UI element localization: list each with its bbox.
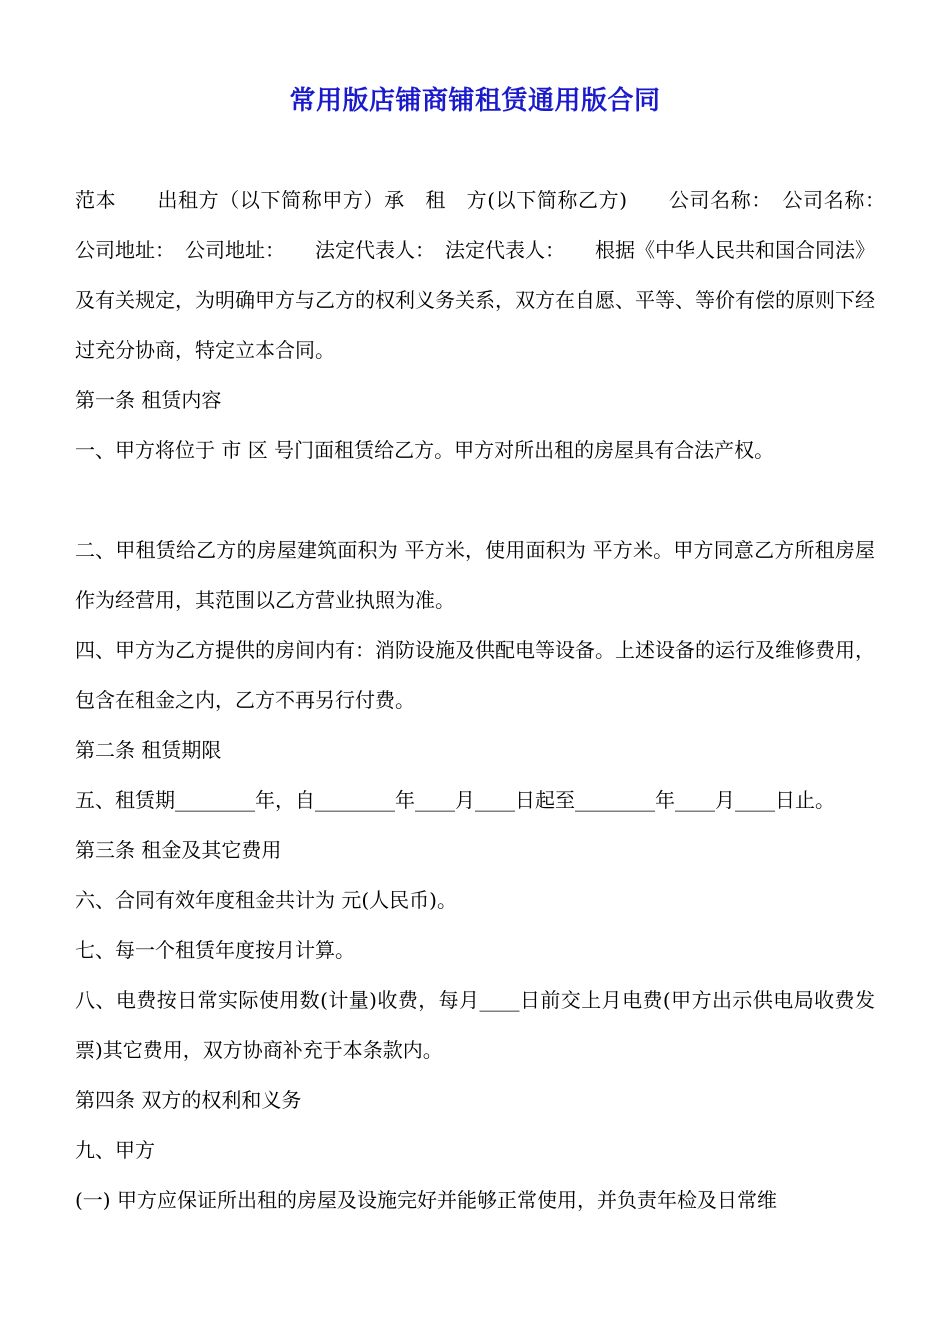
document-title: 常用版店铺商铺租赁通用版合同 [289, 86, 661, 116]
clause-5: 五、租赁期________年，自________年____月____日起至________年____月____日止。 [75, 788, 835, 812]
clause-1: 一、甲方将位于 市 区 号门面租赁给乙方。甲方对所出租的房屋具有合法产权。 [75, 438, 775, 462]
clause-9-1: (一) 甲方应保证所出租的房屋及设施完好并能够正常使用，并负责年检及日常维 [75, 1188, 777, 1212]
document-body [75, 175, 915, 1225]
clause-6: 六、合同有效年度租金共计为 元(人民币)。 [75, 888, 457, 912]
article-3-heading: 第三条 租金及其它费用 [75, 838, 282, 862]
article-2-heading: 第二条 租赁期限 [75, 738, 222, 762]
blank-gap [75, 475, 875, 525]
article-4-heading: 第四条 双方的权利和义务 [75, 1088, 302, 1112]
clause-7: 七、每一个租赁年度按月计算。 [75, 938, 355, 962]
intro-paragraph: 范本 出租方（以下简称甲方）承 租 方(以下简称乙方) 公司名称： 公司名称： 公司地址： 公司地址： 法定代表人： 法定代表人： 根据《中华人民共和国合同法》及有关规定，为明确甲方与乙方的权利义务关系，双方在自愿、平等、等价有偿的原则下经过充分协商，特定立本合同。 [75, 188, 915, 362]
clause-4: 四、甲方为乙方提供的房间内有：消防设施及供配电等设备。上述设备的运行及维修费用，包含在租金之内，乙方不再另行付费。 [75, 638, 875, 712]
clause-8: 八、电费按日常实际使用数(计量)收费，每月____日前交上月电费(甲方出示供电局收费发票)其它费用，双方协商补充于本条款内。 [75, 988, 875, 1062]
clause-9: 九、甲方 [75, 1138, 155, 1162]
article-1-heading: 第一条 租赁内容 [75, 388, 222, 412]
clause-2: 二、甲租赁给乙方的房屋建筑面积为 平方米，使用面积为 平方米。甲方同意乙方所租房屋作为经营用，其范围以乙方营业执照为准。 [75, 538, 875, 612]
